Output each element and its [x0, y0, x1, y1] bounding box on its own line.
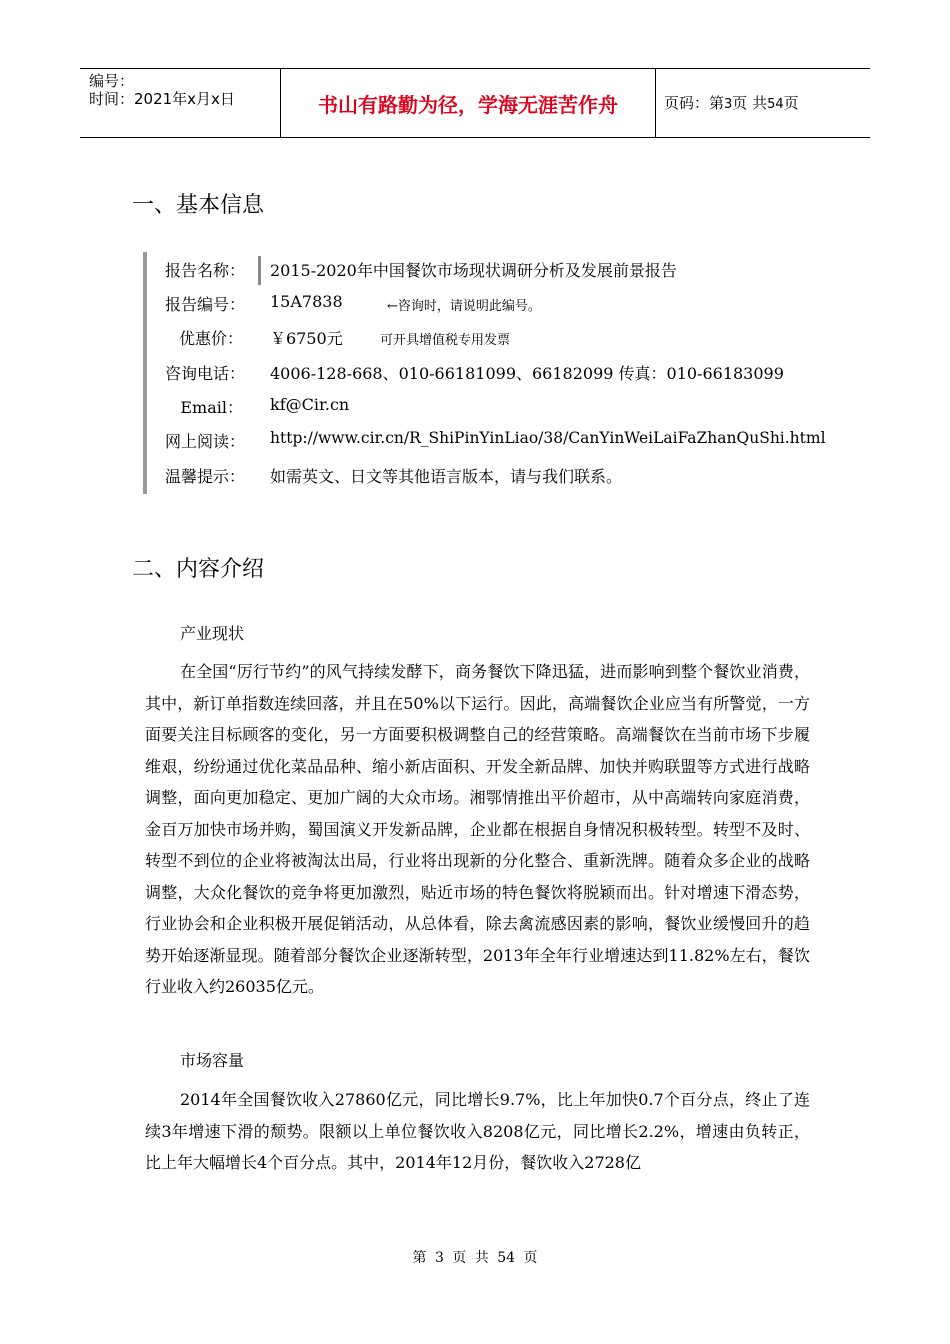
phone-label: 咨询电话：: [165, 364, 246, 383]
report-no-note: ←咨询时，请说明此编号。: [387, 299, 541, 314]
paragraph-industry-status: 在全国“厉行节约”的风气持续发酵下，商务餐饮下降迅猛，进而影响到整个餐饮业消费，其中，新订单指数连续回落，并且在50%以下运行。因此，高端餐饮企业应当有所警觉，一方面要关注目标顾客的变化，另一方面要积极调整自己的经营策略。高端餐饮在当前市场下步履维艰，纷纷通过优化菜品品种、缩小新店面积、开发全新品牌、加快并购联盟等方式进行战略调整，面向更加稳定、更加广阔的大众市场。湘鄂情推出平价超市，从中高端转向家庭消费，金百万加快市场并购，蜀国演义开发新品牌，企业都在根据自身情况积极转型。转型不及时、转型不到位的企业将被淘汰出局，行业将出现新的分化整合、重新洗牌。随着众多企业的战略调整，大众化餐饮的竞争将更加激烈，贴近市场的特色餐饮将脱颖而出。针对增速下滑态势，行业协会和企业积极开展促销活动，从总体看，除去禽流感因素的影响，餐饮业缓慢回升的趋势开始逐渐显现。随着部分餐饮企业逐渐转型，2013年全年行业增速达到11.82%左右，餐饮行业收入约26035亿元。: [145, 662, 810, 996]
section-title-content-intro: 二、内容介绍: [132, 557, 265, 582]
report-no-label: 报告编号：: [165, 295, 246, 314]
header-number-label: 编号：: [89, 72, 135, 90]
page-middle: 页 共: [732, 94, 768, 112]
header-divider: [655, 69, 656, 137]
report-no: 15A7838: [270, 292, 343, 311]
info-block-bar: [143, 252, 147, 494]
page-current: 3: [724, 97, 733, 112]
subheading-market-capacity: 市场容量: [180, 1051, 245, 1070]
online-link[interactable]: http://www.cir.cn/R_ShiPinYinLiao/38/CanYinWeiLaiFaZhanQuShi.html: [270, 429, 826, 447]
tip-text: 如需英文、日文等其他语言版本，请与我们联系。: [270, 467, 623, 486]
page-prefix: 页码：第: [664, 94, 725, 112]
page-header: [80, 68, 870, 138]
header-motto: 书山有路勤为径，学海无涯苦作舟: [318, 92, 618, 117]
report-name: 2015-2020年中国餐饮市场现状调研分析及发展前景报告: [270, 261, 677, 280]
header-time-label: 时间：2021年x月x日: [89, 90, 235, 108]
subheading-industry-status: 产业现状: [180, 624, 245, 643]
paragraph-market-capacity: 2014年全国餐饮收入27860亿元，同比增长9.7%，比上年加快0.7个百分点，终止了连续3年增速下滑的颓势。限额以上单位餐饮收入8208亿元，同比增长2.2%，增速由负转正，比上年大幅增长4个百分点。其中，2014年12月份，餐饮收入2728亿: [145, 1090, 810, 1172]
page-total: 54: [767, 97, 784, 112]
price-note: 可开具增值税专用发票: [380, 333, 511, 348]
page-suffix: 页: [783, 94, 799, 112]
section-title-basic-info: 一、基本信息: [132, 193, 265, 218]
tip-label: 温馨提示：: [165, 467, 246, 486]
price-label: 优惠价：: [178, 329, 243, 348]
report-name-label: 报告名称：: [165, 261, 246, 280]
phone-fax: 4006-128-668、010-66181099、66182099 传真：010-66183099: [270, 364, 784, 383]
email-label: Email：: [180, 398, 243, 417]
page-footer: 第 3 页 共 54 页: [412, 1250, 538, 1266]
price: ￥6750元: [270, 329, 343, 348]
report-title-marker: [258, 256, 261, 285]
header-page-number: [664, 69, 799, 137]
online-label: 网上阅读：: [165, 432, 246, 451]
header-meta: [80, 69, 280, 137]
email-link[interactable]: kf@Cir.cn: [270, 395, 350, 414]
